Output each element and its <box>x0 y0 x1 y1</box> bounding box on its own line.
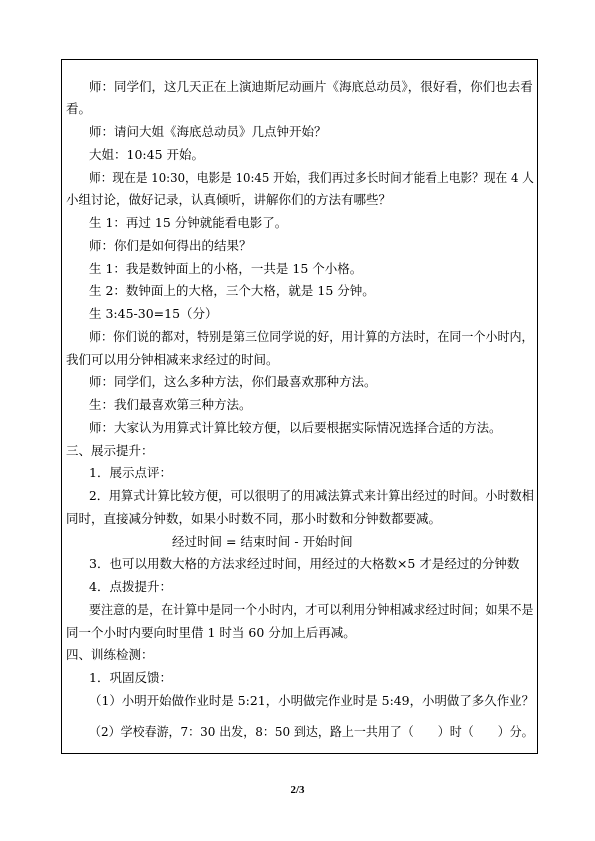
text-line: 生 3:45-30=15（分） <box>89 306 218 321</box>
text-line: 小组讨论，做好记录，认真倾听，讲解你们的方法有哪些？ <box>66 192 392 207</box>
text-line: 2．用算式计算比较方便，可以很明了的用减法算式来计算出经过的时间。小时数相 <box>89 488 534 503</box>
text-line: 师：大家认为用算式计算比较方便，以后要根据实际情况选择合适的方法。 <box>89 420 502 435</box>
text-line: 生 1：再过 15 分钟就能看电影了。 <box>89 215 288 230</box>
text-line: 3．也可以用数大格的方法求经过时间，用经过的大格数×5 才是经过的分钟数 <box>89 556 520 571</box>
formula-line: 经过时间 = 结束时间 - 开始时间 <box>172 534 353 549</box>
text-line: 师：同学们，这么多种方法，你们最喜欢那种方法。 <box>89 374 377 389</box>
text-line: 生：我们最喜欢第三种方法。 <box>89 397 252 412</box>
page-number: 2/3 <box>290 784 305 796</box>
section-heading: 三、展示提升： <box>66 443 154 458</box>
text-line: 4．点拨提升： <box>89 579 172 594</box>
text-line: 要注意的是，在计算中是同一个小时内，才可以利用分钟相减求经过时间；如果不是 <box>89 602 534 617</box>
text-line: 师：你们是如何得出的结果？ <box>89 238 252 253</box>
text-line: 同一个小时内要向时里借 1 时当 60 分加上后再减。 <box>66 625 356 640</box>
exercise-line: （1）小明开始做作业时是 5:21，小明做完作业时是 5:49，小明做了多久作业？ <box>89 693 535 708</box>
text-line: 师：现在是 10:30，电影是 10:45 开始，我们再过多长时间才能看上电影？现在 4 人 <box>89 170 534 185</box>
text-line: 师：同学们，这几天正在上演迪斯尼动画片《海底总动员》，很好看，你们也去看 <box>89 79 533 94</box>
exercise-line: （2）学校春游，7：30 出发，8：50 到达，路上一共用了（ ）时（ ）分。 <box>89 724 534 739</box>
text-line: 师：你们说的都对，特别是第三位同学说的好，用计算的方法时，在同一个小时内， <box>89 329 534 344</box>
text-line: 生 1：我是数钟面上的小格，一共是 15 个小格。 <box>89 261 363 276</box>
section-heading: 四、训练检测： <box>66 647 154 662</box>
text-line: 我们可以用分钟相减来求经过的时间。 <box>66 352 279 367</box>
text-line: 1．巩固反馈： <box>89 670 172 685</box>
text-line: 生 2：数钟面上的大格，三个大格，就是 15 分钟。 <box>89 283 375 298</box>
text-line: 1．展示点评： <box>89 465 172 480</box>
text-line: 师：请问大姐《海底总动员》几点钟开始？ <box>89 124 327 139</box>
text-line: 大姐：10:45 开始。 <box>89 147 204 162</box>
text-line: 看。 <box>66 101 92 116</box>
text-line: 同时，直接减分钟数，如果小时数不同，那小时数和分钟数都要减。 <box>66 511 442 526</box>
